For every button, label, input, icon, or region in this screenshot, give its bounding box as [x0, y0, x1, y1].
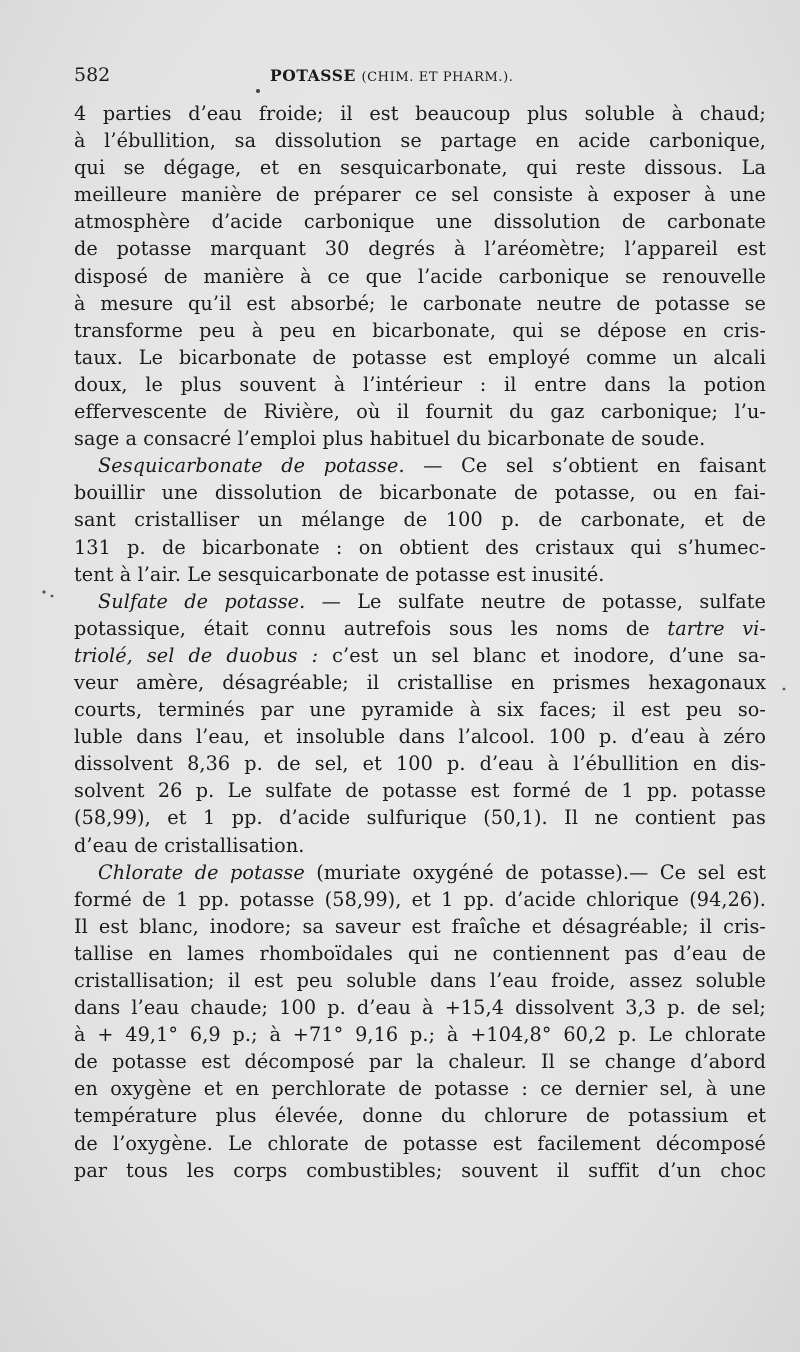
line-text: de potasse marquant 30 degrés à l’aréomètre; l’appareil est [74, 237, 766, 261]
ink-dot [783, 688, 786, 691]
text-line [74, 425, 766, 452]
text-line [74, 832, 766, 859]
text-line [74, 317, 766, 344]
italic-term: Sulfate de potasse. [98, 589, 306, 613]
text-line [74, 127, 766, 154]
ink-dot [51, 595, 54, 598]
italic-term: tartre vi- [667, 616, 767, 640]
running-head-subtitle: (CHIM. ET PHARM.). [361, 70, 514, 85]
text-line [74, 642, 766, 669]
line-text: c’est un sel blanc et inodore, d’une sa- [318, 643, 766, 667]
text-line [74, 561, 766, 588]
line-text: tent à l’air. Le sesquicarbonate de potasse est inusité. [74, 562, 605, 586]
body-text [74, 100, 766, 1184]
line-text: 4 parties d’eau froide; il est beaucoup plus soluble à chaud; [74, 102, 766, 125]
line-text: effervescente de Rivière, où il fournit du gaz carbonique; l’u- [74, 400, 766, 424]
line-text: sant cristalliser un mélange de 100 p. de carbonate, et de [74, 508, 766, 532]
text-line [74, 1075, 766, 1102]
line-text: température plus élevée, donne du chlorure de potassium et [74, 1104, 766, 1128]
line-text: atmosphère d’acide carbonique une dissolution de carbonate [74, 210, 766, 234]
line-text: luble dans l’eau, et insoluble dans l’alcool. 100 p. d’eau à zéro [74, 725, 766, 749]
line-text: d’eau de cristallisation. [74, 833, 305, 857]
text-line [74, 1021, 766, 1048]
italic-term: triolé, sel de duobus : [74, 643, 319, 667]
text-line [74, 750, 766, 777]
line-text: disposé de manière à ce que l’acide carbonique se renouvelle [74, 264, 766, 288]
text-line [74, 913, 766, 940]
line-text: sage a consacré l’emploi plus habituel du bicarbonate de soude. [74, 427, 706, 451]
line-text: par tous les corps combustibles; souvent il suffit d’un choc [74, 1158, 766, 1182]
text-line [74, 940, 766, 967]
text-line [74, 452, 766, 479]
line-text: tallise en lames rhomboïdales qui ne contiennent pas d’eau de [74, 941, 766, 965]
text-line [74, 154, 766, 181]
text-line [74, 235, 766, 262]
line-text: à l’ébullition, sa dissolution se partage en acide carbonique, [74, 129, 766, 153]
line-text: en oxygène et en perchlorate de potasse : ce dernier sel, à une [74, 1077, 766, 1101]
line-text: bouillir une dissolution de bicarbonate de potasse, ou en fai- [74, 481, 766, 505]
line-text: cristallisation; il est peu soluble dans l’eau froide, assez soluble [74, 969, 766, 992]
line-text: 131 p. de bicarbonate : on obtient des cristaux qui s’humec- [74, 535, 766, 559]
line-text: meilleure manière de préparer ce sel consiste à exposer à une [74, 183, 766, 207]
line-text: taux. Le bicarbonate de potasse est employé comme un alcali [74, 345, 766, 369]
text-line [74, 723, 766, 750]
text-line [74, 290, 766, 317]
text-line [74, 371, 766, 398]
line-text: formé de 1 pp. potasse (58,99), et 1 pp. d’acide chlorique (94,26). [74, 887, 766, 911]
text-line [74, 1157, 766, 1184]
text-line [74, 398, 766, 425]
text-line [74, 181, 766, 208]
line-text: à mesure qu’il est absorbé; le carbonate neutre de potasse se [74, 291, 766, 315]
text-line [74, 479, 766, 506]
text-line [74, 1130, 766, 1157]
text-line [74, 696, 766, 723]
line-text: qui se dégage, et en sesquicarbonate, qui reste dissous. La [74, 156, 766, 180]
line-text: veur amère, désagréable; il cristallise en prismes hexagonaux [74, 670, 766, 694]
line-text: Il est blanc, inodore; sa saveur est fraîche et désagréable; il cris- [74, 914, 766, 938]
line-text: de potasse est décomposé par la chaleur. Il se change d’abord [74, 1050, 766, 1074]
text-line [74, 859, 766, 886]
text-line [74, 534, 766, 561]
text-line [74, 804, 766, 831]
text-line [74, 208, 766, 235]
line-text: de l’oxygène. Le chlorate de potasse est facilement décomposé [74, 1131, 766, 1155]
text-line [74, 615, 766, 642]
text-line [74, 669, 766, 696]
text-line [74, 506, 766, 533]
text-line [74, 994, 766, 1021]
line-text: — Ce sel s’obtient en faisant [404, 454, 766, 478]
text-line [74, 263, 766, 290]
text-line [74, 1048, 766, 1075]
text-line [74, 777, 766, 804]
ink-dot [42, 590, 45, 593]
text-line [74, 967, 766, 994]
italic-term: Chlorate de potasse [98, 860, 305, 884]
text-line [74, 344, 766, 371]
line-text: potassique, était connu autrefois sous les noms de [74, 616, 668, 640]
page-header [74, 64, 754, 94]
running-head [270, 66, 514, 85]
line-text: doux, le plus souvent à l’intérieur : il entre dans la potion [74, 372, 766, 396]
line-text: (58,99), et 1 pp. d’acide sulfurique (50,1). Il ne contient pas [74, 806, 766, 830]
line-text: (muriate oxygéné de potasse).— Ce sel est [304, 860, 766, 884]
page-number: 582 [74, 64, 111, 86]
line-text: solvent 26 p. Le sulfate de potasse est formé de 1 pp. potasse [74, 779, 766, 803]
text-line [74, 1102, 766, 1129]
line-text: à + 49,1° 6,9 p.; à +71° 9,16 p.; à +104,8° 60,2 p. Le chlorate [74, 1023, 766, 1047]
italic-term: Sesquicarbonate de potasse. [98, 454, 405, 478]
line-text: dissolvent 8,36 p. de sel, et 100 p. d’eau à l’ébullition en dis- [74, 752, 766, 776]
line-text: courts, terminés par une pyramide à six faces; il est peu so- [74, 698, 766, 722]
text-line [74, 100, 766, 127]
text-line [74, 588, 766, 615]
line-text: — Le sulfate neutre de potasse, sulfate [305, 589, 766, 613]
line-text: transforme peu à peu en bicarbonate, qui se dépose en cris- [74, 318, 766, 342]
running-head-title: POTASSE [270, 66, 356, 85]
text-line [74, 886, 766, 913]
line-text: dans l’eau chaude; 100 p. d’eau à +15,4 dissolvent 3,3 p. de sel; [74, 996, 766, 1020]
